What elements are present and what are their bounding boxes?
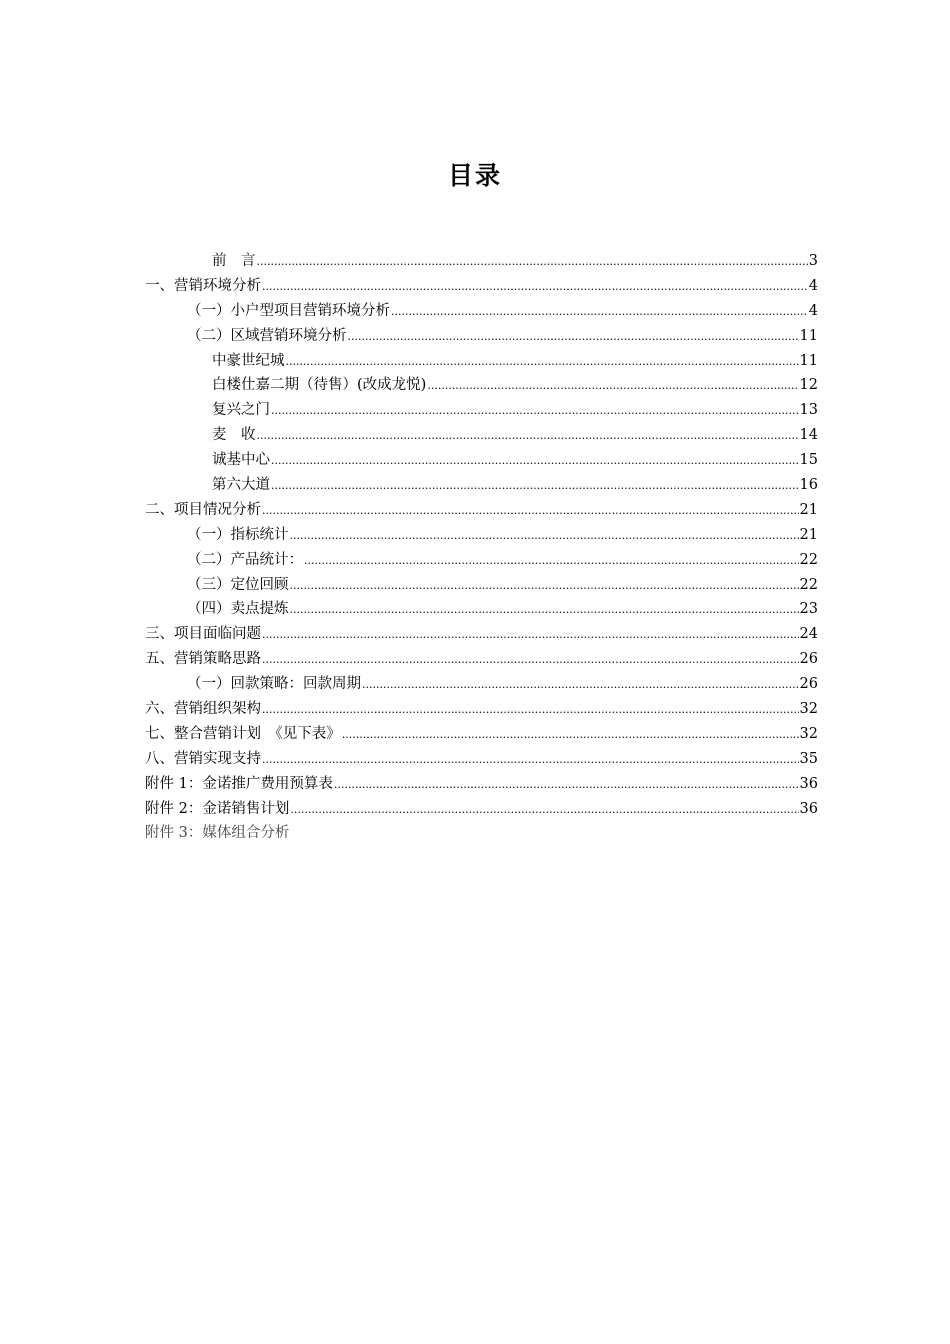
toc-entry-label: 白楼仕嘉二期（待售）(改成龙悦) xyxy=(212,377,427,394)
toc-entry-label: 附件 1：金诺推广费用预算表 xyxy=(145,775,333,792)
toc-entry[interactable] xyxy=(145,423,818,448)
toc-entry[interactable] xyxy=(145,672,818,697)
toc-entry-label: 前 言 xyxy=(212,253,256,269)
dot-leader xyxy=(427,374,798,399)
dot-leader xyxy=(271,449,799,474)
toc-entry-label: 六、营销组织架构 xyxy=(145,701,261,718)
dot-leader xyxy=(342,723,799,748)
toc-entry-label: （一）回款策略：回款周期 xyxy=(187,676,361,693)
toc-entry-label: 八、营销实现支持 xyxy=(145,750,261,767)
table-of-contents xyxy=(145,249,818,846)
toc-entry[interactable] xyxy=(145,647,818,672)
toc-page-number: 26 xyxy=(799,676,818,693)
toc-entry[interactable] xyxy=(145,821,818,846)
toc-page-number: 32 xyxy=(799,725,818,742)
toc-entry[interactable] xyxy=(145,249,818,274)
toc-entry-label: 七、整合营销计划 《见下表》 xyxy=(145,725,341,742)
toc-page-number: 3 xyxy=(808,253,818,269)
dot-leader xyxy=(262,499,799,524)
toc-entry[interactable] xyxy=(145,448,818,473)
toc-page-number: 22 xyxy=(799,551,818,568)
toc-entry[interactable] xyxy=(145,597,818,622)
dot-leader xyxy=(257,250,808,275)
toc-page-number: 21 xyxy=(799,501,818,518)
toc-entry[interactable] xyxy=(145,772,818,797)
toc-entry-label: （二）区域营销环境分析 xyxy=(187,327,347,344)
toc-entry-label: 第六大道 xyxy=(212,477,270,494)
toc-page-number: 13 xyxy=(799,402,818,419)
dot-leader xyxy=(262,623,799,648)
toc-entry[interactable] xyxy=(145,797,818,822)
toc-entry[interactable] xyxy=(145,622,818,647)
toc-page-number: 16 xyxy=(799,477,818,494)
toc-entry-label: 一、营销环境分析 xyxy=(145,277,261,294)
dot-leader xyxy=(262,748,799,773)
toc-entry-label: 复兴之门 xyxy=(212,402,270,419)
dot-leader xyxy=(286,350,799,375)
dot-leader xyxy=(362,673,799,698)
toc-entry[interactable] xyxy=(145,324,818,349)
dot-leader xyxy=(334,773,799,798)
toc-entry[interactable] xyxy=(145,498,818,523)
toc-page-number: 15 xyxy=(799,452,818,469)
toc-page-number: 24 xyxy=(799,626,818,643)
toc-entry-label: 附件 3：媒体组合分析 xyxy=(145,825,290,842)
toc-page-number: 26 xyxy=(799,651,818,668)
toc-entry[interactable] xyxy=(145,473,818,498)
toc-entry[interactable] xyxy=(145,274,818,299)
toc-page-number: 36 xyxy=(799,775,818,792)
toc-entry[interactable] xyxy=(145,373,818,398)
dot-leader xyxy=(391,300,808,325)
toc-entry[interactable] xyxy=(145,548,818,573)
toc-page-number: 32 xyxy=(799,701,818,718)
dot-leader xyxy=(290,574,799,599)
dot-leader xyxy=(262,275,808,300)
toc-page-number: 21 xyxy=(799,526,818,543)
dot-leader xyxy=(290,598,799,623)
toc-entry-label: （四）卖点提炼 xyxy=(187,601,289,618)
toc-entry-label: 五、营销策略思路 xyxy=(145,651,261,668)
dot-leader xyxy=(348,325,799,350)
toc-entry-label: （三）定位回顾 xyxy=(187,576,289,593)
toc-entry-label: （一）小户型项目营销环境分析 xyxy=(187,302,390,319)
toc-entry-label: 中豪世纪城 xyxy=(212,352,285,369)
dot-leader xyxy=(262,648,799,673)
toc-page-number: 14 xyxy=(799,427,818,444)
toc-entry[interactable] xyxy=(145,523,818,548)
toc-entry-label: 麦 收 xyxy=(212,427,256,444)
toc-entry-label: （二）产品统计： xyxy=(187,551,303,568)
toc-page-number: 36 xyxy=(799,800,818,817)
toc-page-number: 11 xyxy=(799,352,818,369)
toc-entry-label: 三、项目面临问题 xyxy=(145,626,261,643)
toc-entry-label: （一）指标统计 xyxy=(187,526,289,543)
toc-page-number: 35 xyxy=(799,750,818,767)
toc-page-number: 4 xyxy=(808,277,818,294)
toc-page-number: 23 xyxy=(799,601,818,618)
toc-entry[interactable] xyxy=(145,299,818,324)
dot-leader xyxy=(304,549,799,574)
toc-entry-label: 附件 2：金诺销售计划 xyxy=(145,800,290,817)
page-title: 目录 xyxy=(447,161,502,190)
toc-page-number: 4 xyxy=(808,302,818,319)
toc-entry-label: 二、项目情况分析 xyxy=(145,501,261,518)
toc-entry[interactable] xyxy=(145,349,818,374)
dot-leader xyxy=(271,399,799,424)
toc-page-number: 12 xyxy=(799,377,818,394)
toc-entry[interactable] xyxy=(145,722,818,747)
dot-leader xyxy=(257,424,799,449)
dot-leader xyxy=(262,698,799,723)
toc-entry[interactable] xyxy=(145,747,818,772)
dot-leader xyxy=(271,474,799,499)
toc-entry[interactable] xyxy=(145,573,818,598)
toc-entry[interactable] xyxy=(145,398,818,423)
toc-page-number: 11 xyxy=(799,327,818,344)
dot-leader xyxy=(290,524,799,549)
toc-entry[interactable] xyxy=(145,697,818,722)
toc-entry-label: 诚基中心 xyxy=(212,452,270,469)
dot-leader xyxy=(290,798,798,823)
toc-page-number: 22 xyxy=(799,576,818,593)
